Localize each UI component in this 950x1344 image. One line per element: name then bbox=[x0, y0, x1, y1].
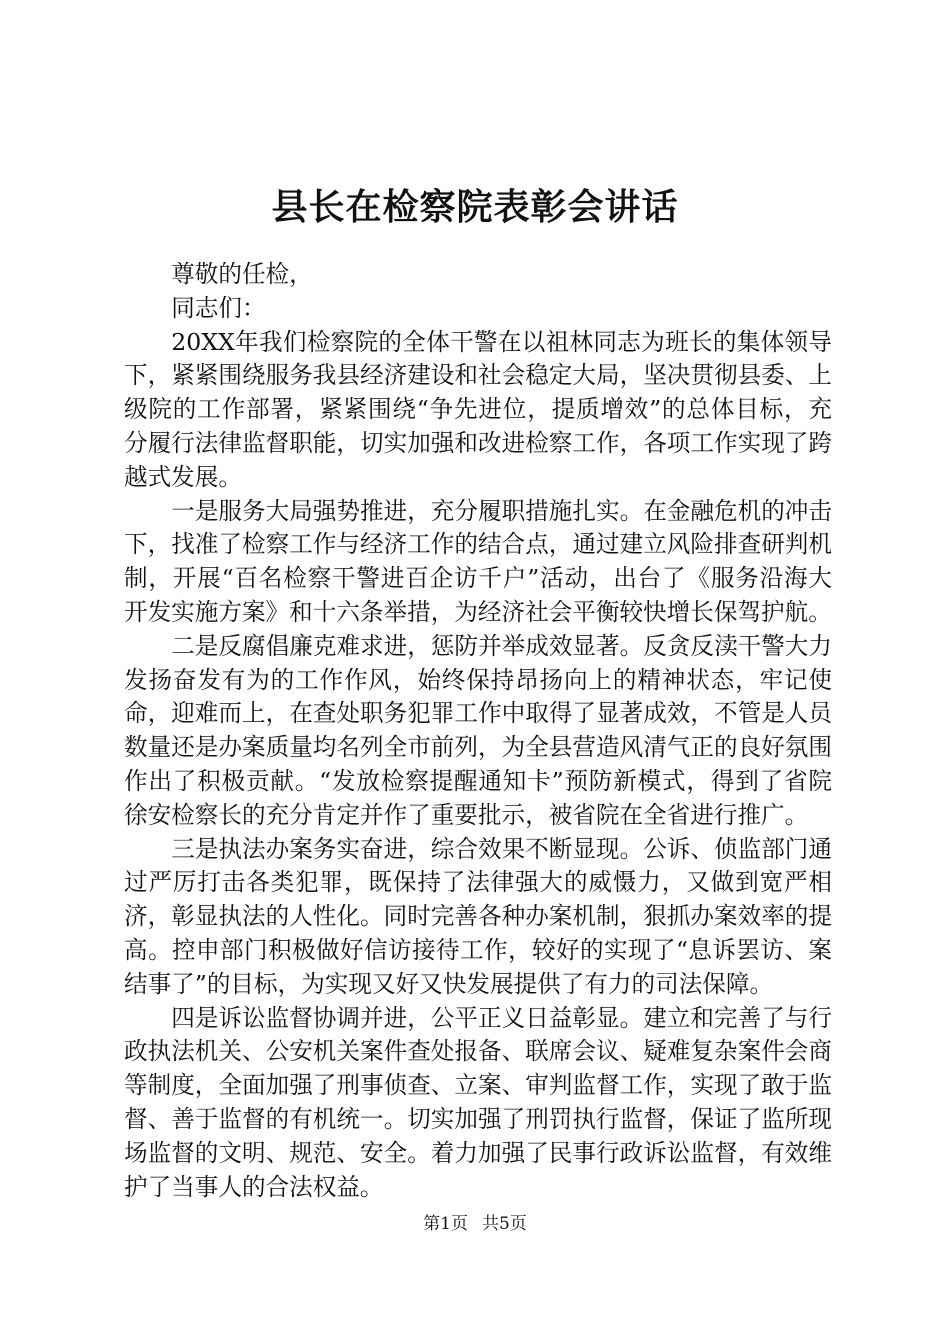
document-body bbox=[124, 258, 832, 1204]
paragraph-point-two: 二是反腐倡廉克难求进，惩防并举成效显著。反贪反渎干警大力发扬奋发有为的工作作风，始终保持昂扬向上的精神状态，牢记使命，迎难而上，在查处职务犯罪工作中取得了显著成效，不管是人员数量还是办案质量均名列全市前列，为全县营造风清气正的良好氛围作出了积极贡献。“发放检察提醒通知卡”预防新模式，得到了省院徐安检察长的充分肯定并作了重要批示，被省院在全省进行推广。 bbox=[124, 631, 832, 829]
document-title: 县长在检察院表彰会讲话 bbox=[271, 186, 679, 228]
page-footer bbox=[0, 1212, 950, 1236]
paragraph-point-one: 一是服务大局强势推进，充分履职措施扎实。在金融危机的冲击下，找准了检察工作与经济工作的结合点，通过建立风险排查研判机制，开展“百名检察干警进百企访千户”活动，出台了《服务沿海大开发实施方案》和十六条举措，为经济社会平衡较快增长保驾护航。 bbox=[124, 496, 832, 626]
page-number: 第1页 bbox=[423, 1214, 468, 1234]
paragraph-point-four: 四是诉讼监督协调并进，公平正义日益彰显。建立和完善了与行政执法机关、公安机关案件查处报备、联席会议、疑难复杂案件会商等制度，全面加强了刑事侦查、立案、审判监督工作，实现了敢于监督、善于监督的有机统一。切实加强了刑罚执行监督，保证了监所现场监督的文明、规范、安全。着力加强了民事行政诉讼监督，有效维护了当事人的合法权益。 bbox=[124, 1003, 832, 1201]
paragraph-overview: 20XX年我们检察院的全体干警在以祖林同志为班长的集体领导下，紧紧围绕服务我县经济建设和社会稳定大局，坚决贯彻县委、上级院的工作部署，紧紧围绕“争先进位，提质增效”的总体目标，充分履行法律监督职能，切实加强和改进检察工作，各项工作实现了跨越式发展。 bbox=[124, 327, 832, 491]
page-total: 共5页 bbox=[482, 1214, 527, 1234]
paragraph-point-three: 三是执法办案务实奋进，综合效果不断显现。公诉、侦监部门通过严厉打击各类犯罪，既保持了法律强大的威慑力，又做到宽严相济，彰显执法的人性化。同时完善各种办案机制，狠抓办案效率的提高。控申部门积极做好信访接待工作，较好的实现了“息诉罢访、案结事了”的目标，为实现又好又快发展提供了有力的司法保障。 bbox=[124, 834, 832, 998]
salutation-comrades: 同志们： bbox=[171, 293, 266, 322]
salutation-leader: 尊敬的任检， bbox=[171, 260, 313, 288]
